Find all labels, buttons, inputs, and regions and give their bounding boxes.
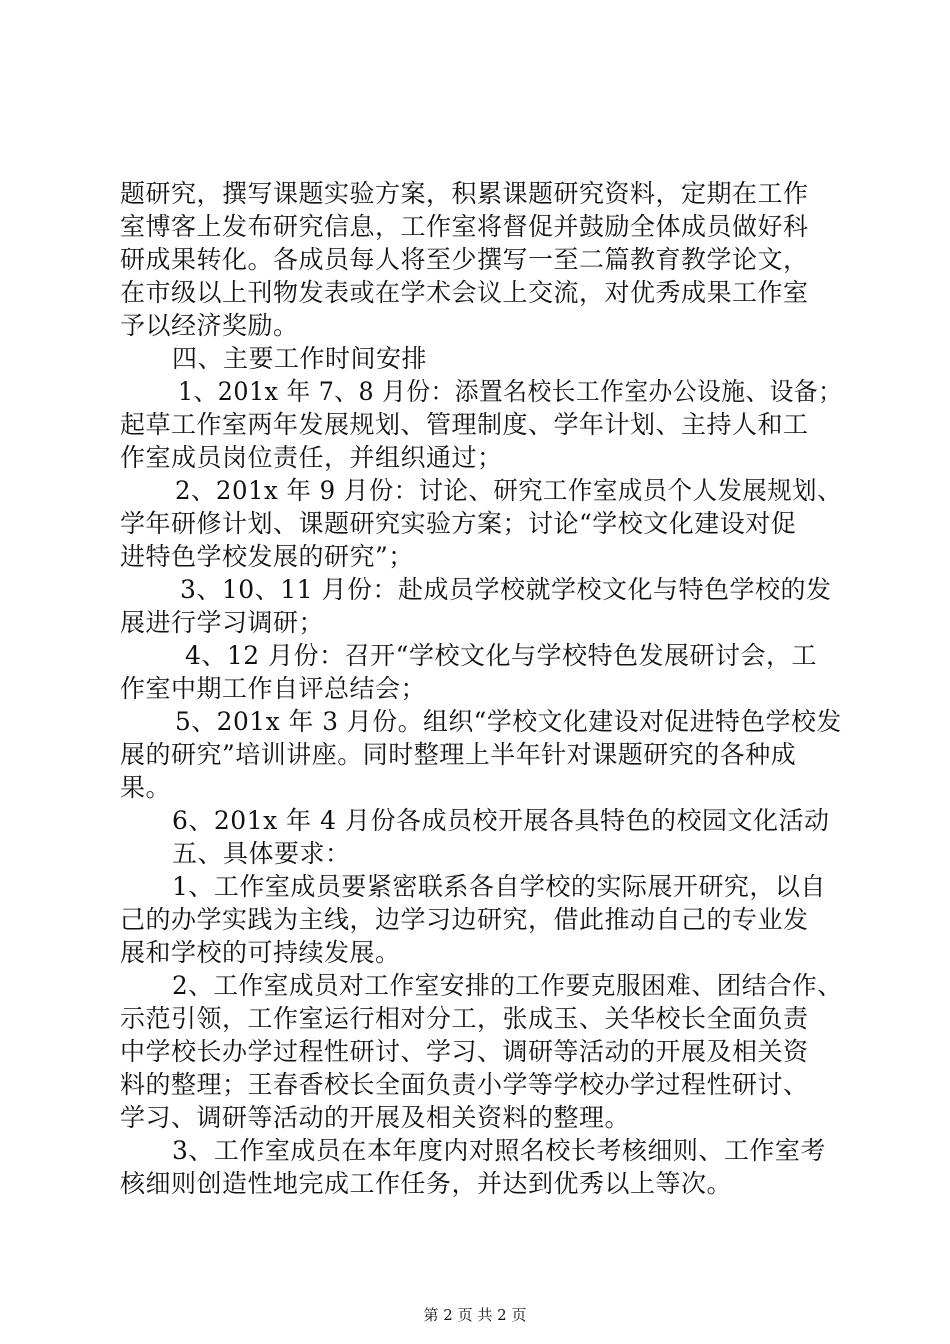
body-text-line: 3、工作室成员在本年度内对照名校长考核细则、工作室考 (172, 1136, 826, 1165)
body-text-line: 2、201x 年 9 月份：讨论、研究工作室成员个人发展规划、 (175, 476, 843, 505)
body-text-line: 5、201x 年 3 月份。组织“学校文化建设对促进特色学校发 (175, 707, 842, 736)
body-text-line: 4、12 月份：召开“学校文化与学校特色发展研讨会，工 (185, 641, 817, 670)
body-text-line: 在市级以上刊物发表或在学术会议上交流，对优秀成果工作室 (120, 278, 809, 307)
page-footer: 第 2 页 共 2 页 (423, 1306, 527, 1324)
body-text-line: 进特色学校发展的研究”； (120, 542, 414, 571)
section-heading: 四、主要工作时间安排 (172, 344, 428, 373)
body-text-line: 己的办学实践为主线，边学习边研究，借此推动自己的专业发 (120, 905, 809, 934)
body-text-line: 予以经济奖励。 (120, 311, 299, 340)
section-heading: 五、具体要求： (172, 839, 351, 868)
body-text-line: 料的整理；王春香校长全面负责小学等学校办学过程性研讨、 (120, 1070, 809, 1099)
body-text-line: 作室成员岗位责任，并组织通过； (120, 443, 503, 472)
body-text-line: 展的研究”培训讲座。同时整理上半年针对课题研究的各种成 (120, 740, 797, 769)
body-text-line: 6、201x 年 4 月份各成员校开展各具特色的校园文化活动 (172, 806, 830, 835)
body-text-line: 题研究，撰写课题实验方案，积累课题研究资料，定期在工作 (120, 179, 809, 208)
body-text-line: 中学校长办学过程性研讨、学习、调研等活动的开展及相关资 (120, 1037, 809, 1066)
body-text-line: 3、10、11 月份：赴成员学校就学校文化与特色学校的发 (180, 575, 832, 604)
body-text-line: 起草工作室两年发展规划、管理制度、学年计划、主持人和工 (120, 410, 809, 439)
body-text-line: 展和学校的可持续发展。 (120, 938, 401, 967)
body-text-line: 果。 (120, 773, 172, 802)
body-text-line: 核细则创造性地完成工作任务，并达到优秀以上等次。 (120, 1169, 733, 1198)
body-text-line: 学年研修计划、课题研究实验方案；讨论“学校文化建设对促 (120, 509, 797, 538)
body-text-line: 1、201x 年 7、8 月份：添置名校长工作室办公设施、设备； (178, 377, 843, 406)
body-text-line: 示范引领，工作室运行相对分工，张成玉、关华校长全面负责 (120, 1004, 809, 1033)
body-text-line: 研成果转化。各成员每人将至少撰写一至二篇教育教学论文， (120, 245, 809, 274)
body-text-line: 室博客上发布研究信息，工作室将督促并鼓励全体成员做好科 (120, 212, 809, 241)
body-text-line: 作室中期工作自评总结会； (120, 674, 427, 703)
body-text-line: 学习、调研等活动的开展及相关资料的整理。 (120, 1103, 631, 1132)
body-text-line: 2、工作室成员对工作室安排的工作要克服困难、团结合作、 (172, 971, 843, 1000)
body-text-line: 1、工作室成员要紧密联系各自学校的实际展开研究，以自 (172, 872, 826, 901)
body-text-line: 展进行学习调研； (120, 608, 325, 637)
